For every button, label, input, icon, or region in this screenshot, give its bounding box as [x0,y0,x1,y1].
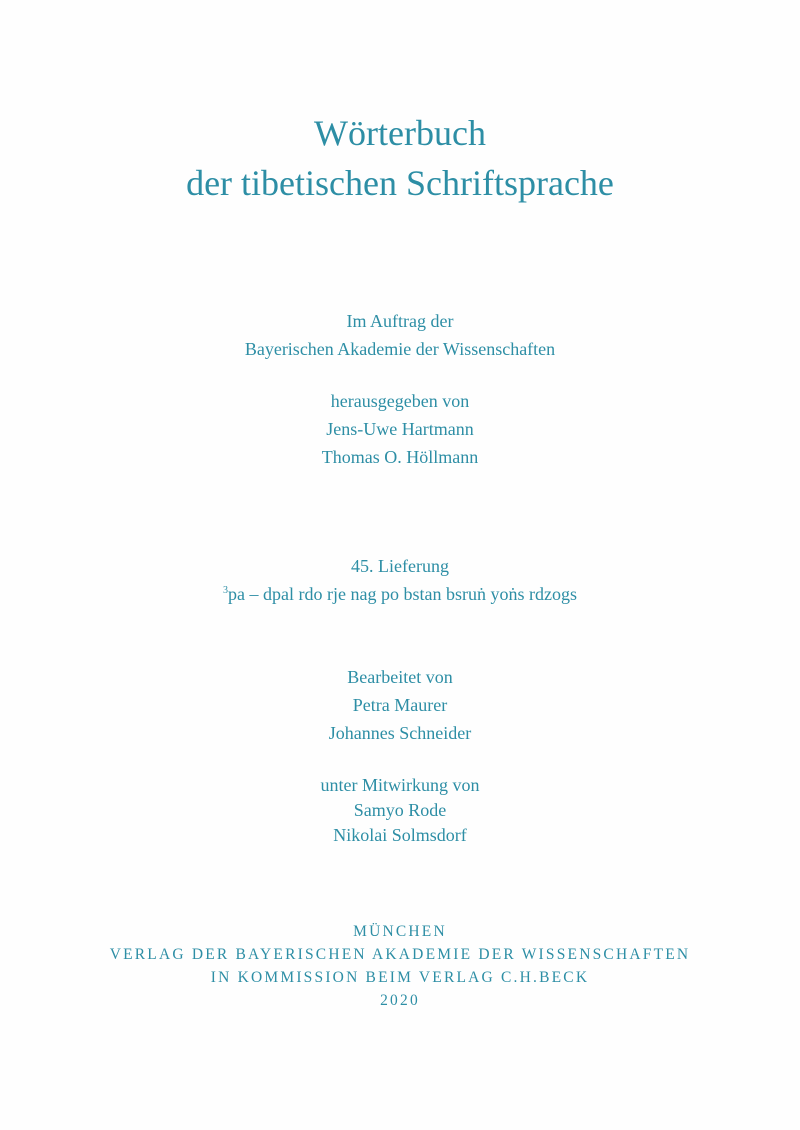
editor-name: Jens-Uwe Hartmann [326,419,474,439]
editors-label: herausgegeben von [330,391,470,411]
author-name: Johannes Schneider [328,723,472,743]
contributor-name: Samyo Rode [353,800,447,820]
issue-number: 45. Lieferung [351,556,449,576]
author-name: Petra Maurer [352,695,448,715]
imprint-city: MÜNCHEN [353,923,447,940]
contributor-name: Nikolai Solmsdorf [333,825,467,845]
authors-label: Bearbeitet von [347,667,453,687]
issue-range [0,583,800,605]
editor-name: Thomas O. Höllmann [321,447,479,467]
imprint-publisher: VERLAG DER BAYERISCHEN AKADEMIE DER WISSENSCHAFTEN [109,946,691,963]
imprint-commission: IN KOMMISSION BEIM VERLAG C.H.BECK [210,969,590,986]
issue-range-superscript: 3 [223,585,229,596]
commission-line-1: Im Auftrag der [346,311,454,331]
commission-line-2: Bayerischen Akademie der Wissenschaften [244,339,556,359]
imprint-year: 2020 [380,992,420,1009]
contributors-label: unter Mitwirkung von [320,775,480,795]
book-title-line-2: der tibetischen Schriftsprache [186,163,614,203]
book-title-line-1: Wörterbuch [314,113,486,153]
issue-range-text: pa – dpal rdo rje nag po bstan bsruṅ yoṅs rdzogs [228,584,577,604]
